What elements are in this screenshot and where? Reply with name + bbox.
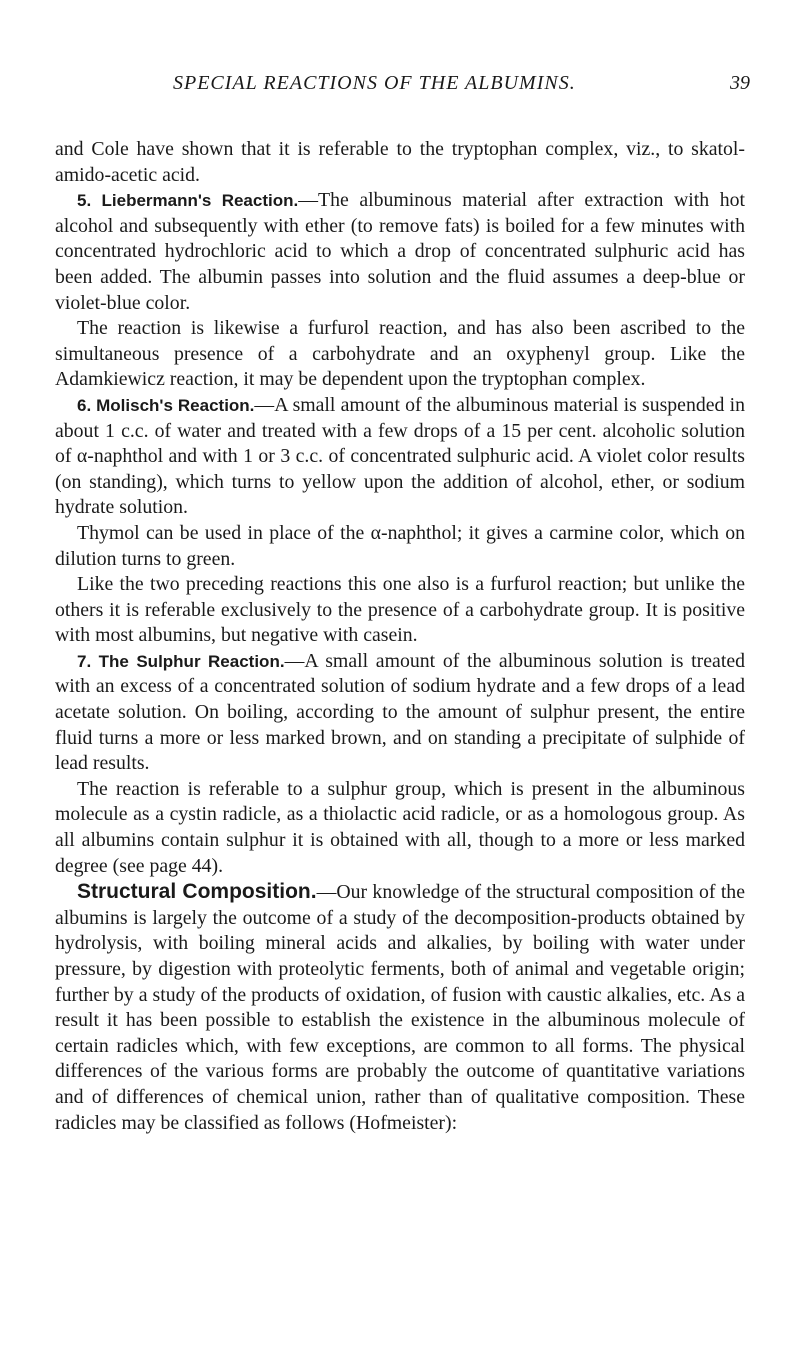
page-body <box>55 137 745 1136</box>
page-number: 39 <box>730 72 750 94</box>
paragraph-sulphur <box>55 649 745 777</box>
running-head: SPECIAL REACTIONS OF THE ALBUMINS. <box>173 72 576 94</box>
paragraph-text: —Our knowledge of the structural composition of the albumins is largely the outcome of a study of the decomposition-products obtained by hydrolysis, with boiling mineral acids and alkalies, by boiling with water under pressure, by digestion with proteolytic ferments, both of animal and vegetable origin; further by a study of the products of oxidation, of fusion with caustic alkalies, etc. As a result it has been possible to establish the existence in the albuminous molecule of certain radicles which, with few exceptions, are common to all forms. The physical differences of the various forms are probably the outcome of quantitative variations and of differences of chemical union, rather than of qualitative composition. These radicles may be classified as follows (Hofmeister): <box>55 881 745 1134</box>
paragraph-structural <box>55 879 745 1136</box>
section-label: 6. Molisch's Reaction. <box>77 395 255 415</box>
paragraph-text: —The albuminous material after extraction with hot alcohol and subsequently with ether (to remove fats) is boiled for a few minutes with concentrated hydrochloric acid to which a drop of concentrated sulphuric acid has been added. The albumin passes into solution and the fluid assumes a deep-blue or violet-blue color. <box>55 189 745 314</box>
section-label: 7. The Sulphur Reaction. <box>77 651 285 671</box>
paragraph: Like the two preceding reactions this one also is a furfurol reaction; but unlike the others it is referable exclusively to the presence of a carbohydrate group. It is positive with most albumins, but negative with casein. <box>55 573 745 647</box>
page-header <box>0 72 800 96</box>
section-heading: Structural Composition. <box>77 880 317 904</box>
paragraph: and Cole have shown that it is referable to the tryptophan complex, viz., to skatol-amido-acetic acid. <box>55 138 745 186</box>
paragraph-molisch <box>55 393 745 521</box>
paragraph-liebermann <box>55 188 745 316</box>
paragraph-text: —A small amount of the albuminous solution is treated with an excess of a concentrated solution of sodium hydrate and a few drops of a lead acetate solution. On boiling, according to the amount of sulphur present, the entire fluid turns a more or less marked brown, and on standing a precipitate of sulphide of lead results. <box>55 649 745 775</box>
paragraph-text: —A small amount of the albuminous material is suspended in about 1 c.c. of water and treated with a few drops of a 15 per cent. alcoholic solution of α-naphthol and with 1 or 3 c.c. of concentrated sulphuric acid. A violet color results (on standing), which turns to yellow upon the addition of alcohol, ether, or sodium hydrate solution. <box>55 393 745 519</box>
paragraph: Thymol can be used in place of the α-naphthol; it gives a carmine color, which on dilution turns to green. <box>55 521 745 570</box>
section-label: 5. Liebermann's Reaction. <box>77 191 299 211</box>
paragraph: The reaction is referable to a sulphur group, which is present in the albuminous molecule as a cystin radicle, as a thiolactic acid radicle, or as a homologous group. As all albumins contain sulphur it is obtained with all, though to a more or less marked degree (see page 44). <box>55 777 745 877</box>
paragraph: The reaction is likewise a furfurol reaction, and has also been ascribed to the simultaneous presence of a carbohydrate and an oxyphenyl group. Like the Adamkiewicz reaction, it may be dependent upon the tryptophan complex. <box>55 317 745 391</box>
